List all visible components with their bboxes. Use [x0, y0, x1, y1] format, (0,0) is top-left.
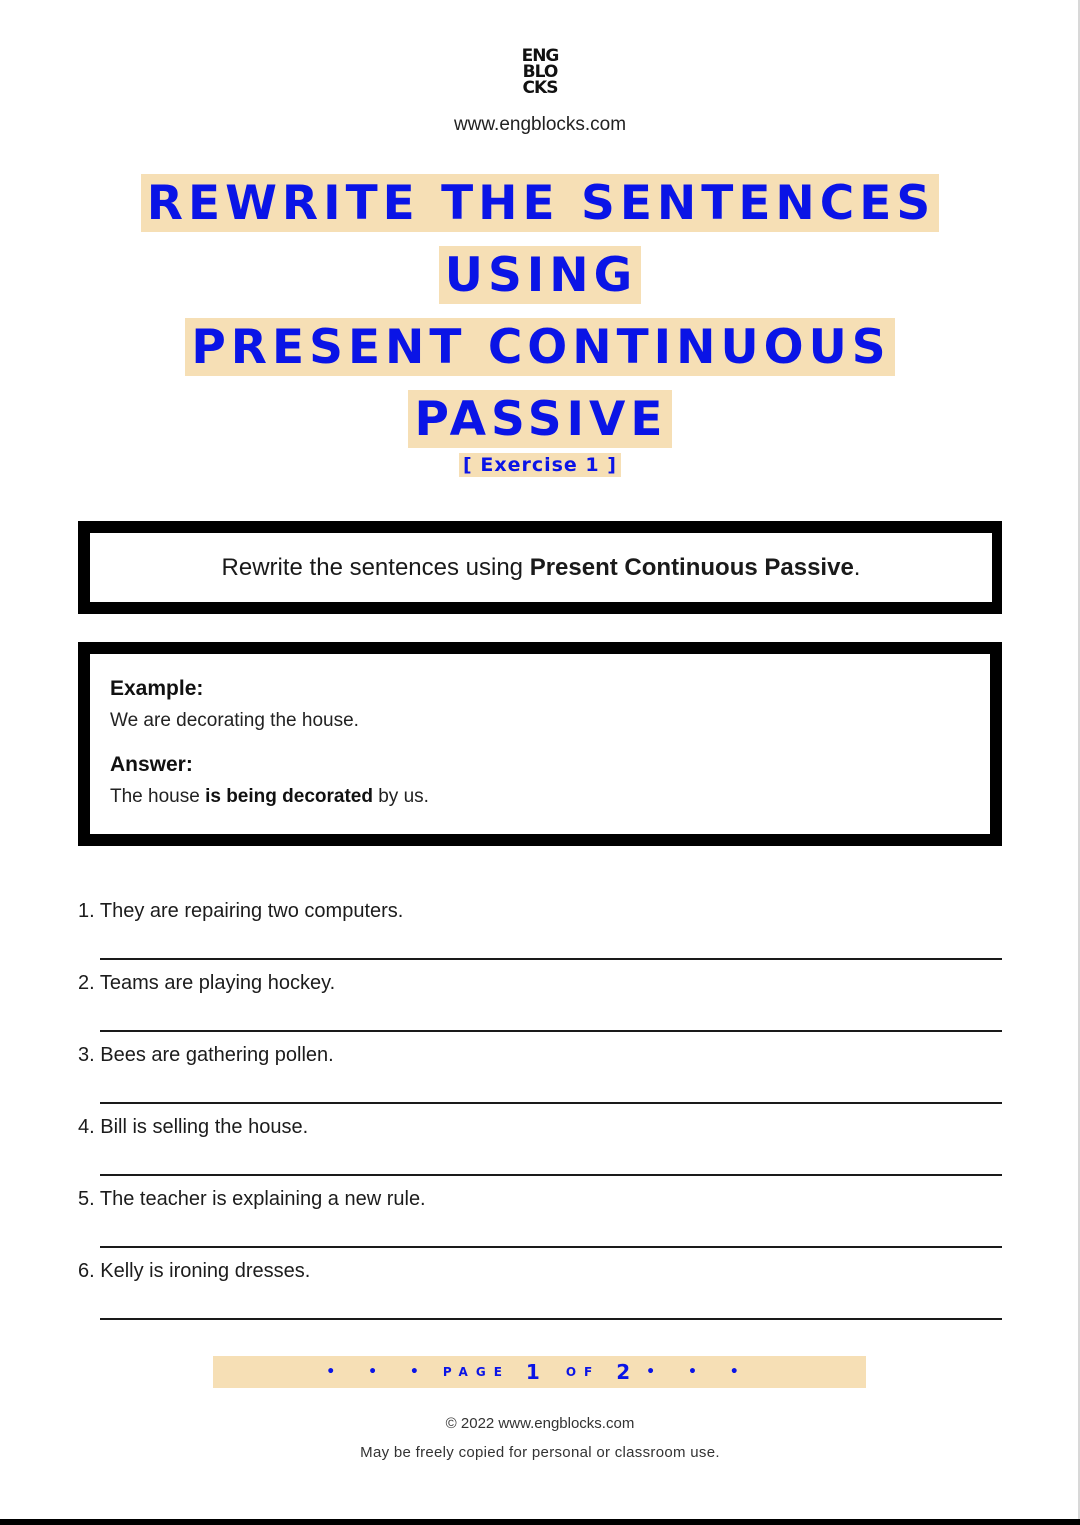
answer-label: Answer: — [110, 753, 193, 776]
answer-suffix: by us. — [372, 786, 429, 807]
example-label: Example: — [110, 677, 204, 700]
instruction-box — [78, 521, 1002, 614]
question-text: 3. Bees are gathering pollen. — [78, 1044, 334, 1066]
question-item — [78, 1042, 1002, 1114]
question-text: 6. Kelly is ironing dresses. — [78, 1260, 311, 1282]
page-indicator — [213, 1356, 866, 1388]
exercise-subtitle — [0, 453, 1080, 477]
pager-total: 2 — [616, 1360, 631, 1384]
question-text: 1. They are repairing two computers. — [78, 900, 404, 922]
logo-line-1: ENG — [521, 46, 559, 66]
answer-line[interactable] — [100, 1246, 1002, 1248]
pager-dots-right: • • • — [646, 1364, 753, 1380]
question-item — [78, 1186, 1002, 1258]
answer-line[interactable] — [100, 1102, 1002, 1104]
question-text: 4. Bill is selling the house. — [78, 1116, 309, 1138]
logo-line-3: CKS — [522, 78, 558, 98]
answer-line[interactable] — [100, 1030, 1002, 1032]
instruction-text — [222, 554, 861, 582]
answer-line[interactable] — [100, 1318, 1002, 1320]
title-line-4: PASSIVE — [408, 390, 671, 448]
example-sentence: We are decorating the house. — [110, 710, 359, 731]
copyright-text: © 2022 www.engblocks.com — [445, 1415, 635, 1432]
license-text: May be freely copied for personal or classroom use. — [360, 1444, 720, 1461]
title-line-3: PRESENT CONTINUOUS — [185, 318, 894, 376]
pager-dots-left: • • • — [326, 1364, 433, 1380]
worksheet-title — [0, 174, 1080, 462]
pager-page-word: PAGE — [442, 1365, 510, 1379]
question-text: 2. Teams are playing hockey. — [78, 972, 336, 994]
question-item — [78, 1258, 1002, 1330]
bottom-border — [0, 1519, 1080, 1525]
question-text: 5. The teacher is explaining a new rule. — [78, 1188, 426, 1210]
answer-line[interactable] — [100, 958, 1002, 960]
exercise-label: [ Exercise 1 ] — [459, 453, 621, 477]
answer-sentence — [110, 786, 970, 808]
example-box — [78, 642, 1002, 846]
title-line-1: REWRITE THE SENTENCES — [141, 174, 939, 232]
pager-of-word: OF — [565, 1365, 601, 1379]
question-item — [78, 970, 1002, 1042]
site-url[interactable]: www.engblocks.com — [453, 114, 627, 135]
instruction-bold: Present Continuous Passive — [529, 553, 854, 581]
title-line-2: USING — [439, 246, 641, 304]
question-list — [78, 898, 1002, 1330]
instruction-prefix: Rewrite the sentences using — [221, 553, 530, 581]
answer-bold: is being decorated — [205, 786, 373, 807]
question-item — [78, 1114, 1002, 1186]
engblocks-logo — [500, 48, 580, 96]
answer-line[interactable] — [100, 1174, 1002, 1176]
logo-line-2: BLO — [522, 62, 558, 82]
answer-prefix: The house — [110, 786, 206, 807]
question-item — [78, 898, 1002, 970]
pager-current: 1 — [525, 1360, 540, 1384]
instruction-suffix: . — [853, 553, 861, 581]
